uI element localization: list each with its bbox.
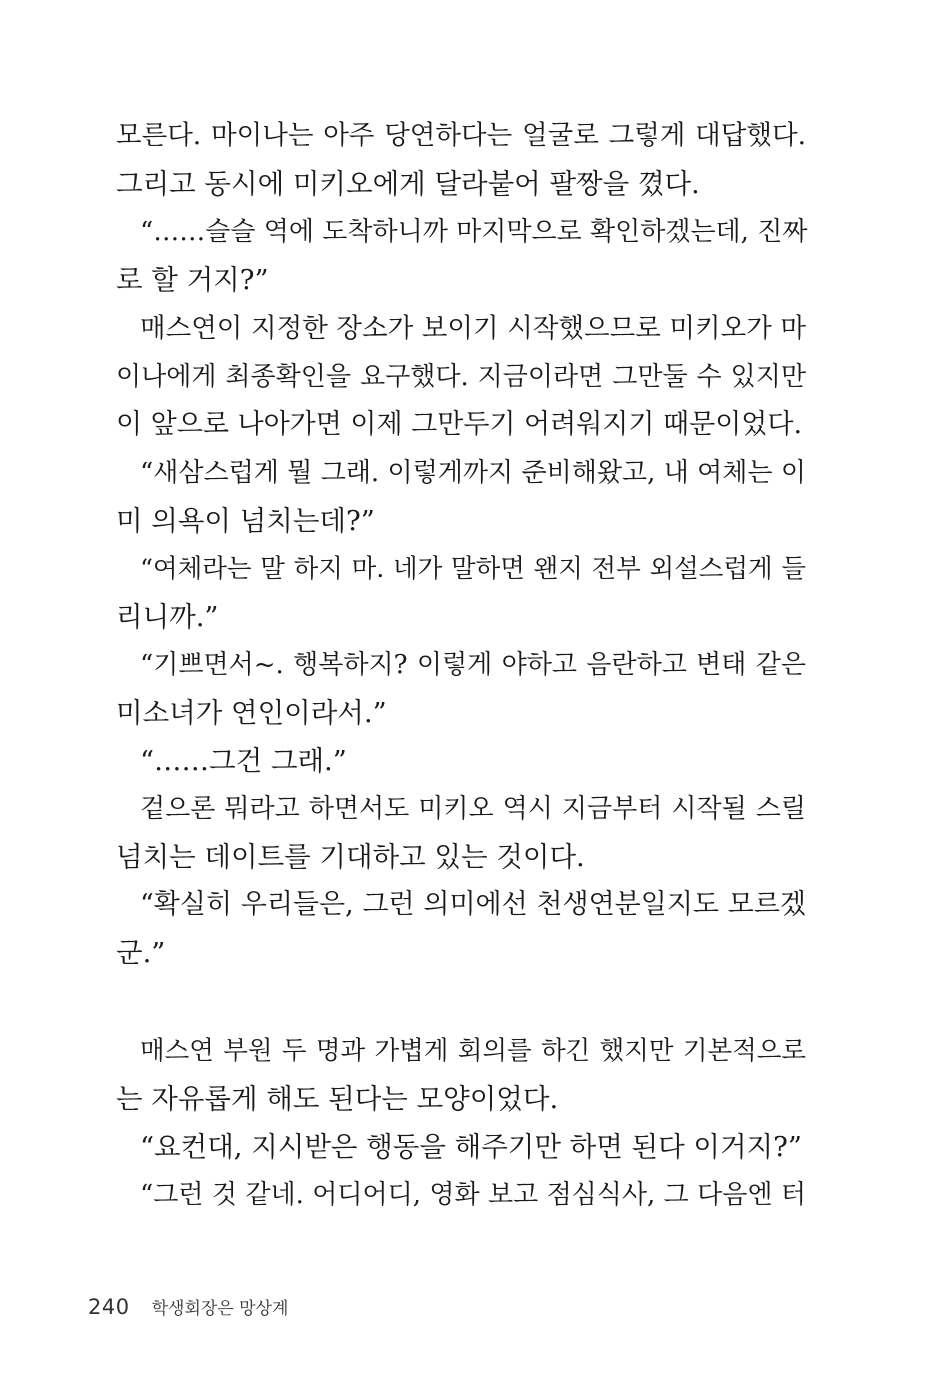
page-number: 240 [88, 1295, 130, 1319]
text-line: 로 할 거지?” [116, 264, 269, 296]
text-line: 그리고 동시에 미키오에게 달라붙어 팔짱을 꼈다. [116, 168, 700, 200]
text-line: “기쁘면서~. 행복하지? 이렇게 야하고 음란하고 변태 같은 [140, 650, 806, 680]
text-line: 모른다. 마이나는 아주 당연하다는 얼굴로 그렇게 대답했다. [116, 120, 806, 151]
text-line: 겉으론 뭐라고 하면서도 미키오 역시 지금부터 시작될 스릴 [140, 794, 806, 824]
text-line: 미 의욕이 넘치는데?” [116, 505, 375, 537]
text-line: 넘치는 데이트를 기대하고 있는 것이다. [116, 841, 585, 873]
text-line: 매스연 부원 두 명과 가볍게 회의를 하긴 했지만 기본적으로 [140, 1036, 806, 1066]
text-line: “그런 것 같네. 어디어디, 영화 보고 점심식사, 그 다음엔 터 [140, 1180, 806, 1210]
text-line: 미소녀가 연인이라서.” [116, 697, 387, 729]
text-line: 군.” [116, 937, 166, 969]
text-line: “새삼스럽게 뭘 그래. 이렇게까지 준비해왔고, 내 여체는 이 [140, 458, 806, 488]
text-line: “요컨대, 지시받은 행동을 해주기만 하면 된다 이거지?” [140, 1131, 802, 1163]
text-line: 매스연이 지정한 장소가 보이기 시작했으므로 미키오가 마 [140, 313, 806, 344]
book-title: 학생회장은 망상계 [151, 1299, 289, 1319]
text-line: 는 자유롭게 해도 된다는 모양이었다. [116, 1083, 559, 1115]
text-line: “……그건 그래.” [140, 745, 347, 777]
page-footer [88, 1292, 288, 1322]
text-line: “확실히 우리들은, 그런 의미에선 천생연분일지도 모르겠 [140, 889, 806, 920]
text-line: 리니까.” [116, 601, 219, 633]
text-line: 이 앞으로 나아가면 이제 그만두기 어려워지기 때문이었다. [116, 409, 803, 440]
text-line: 이나에게 최종확인을 요구했다. 지금이라면 그만둘 수 있지만 [116, 362, 806, 392]
text-line: “……슬슬 역에 도착하니까 마지막으로 확인하겠는데, 진짜 [140, 217, 808, 247]
text-line: “여체라는 말 하지 마. 네가 말하면 왠지 전부 외설스럽게 들 [140, 554, 806, 584]
